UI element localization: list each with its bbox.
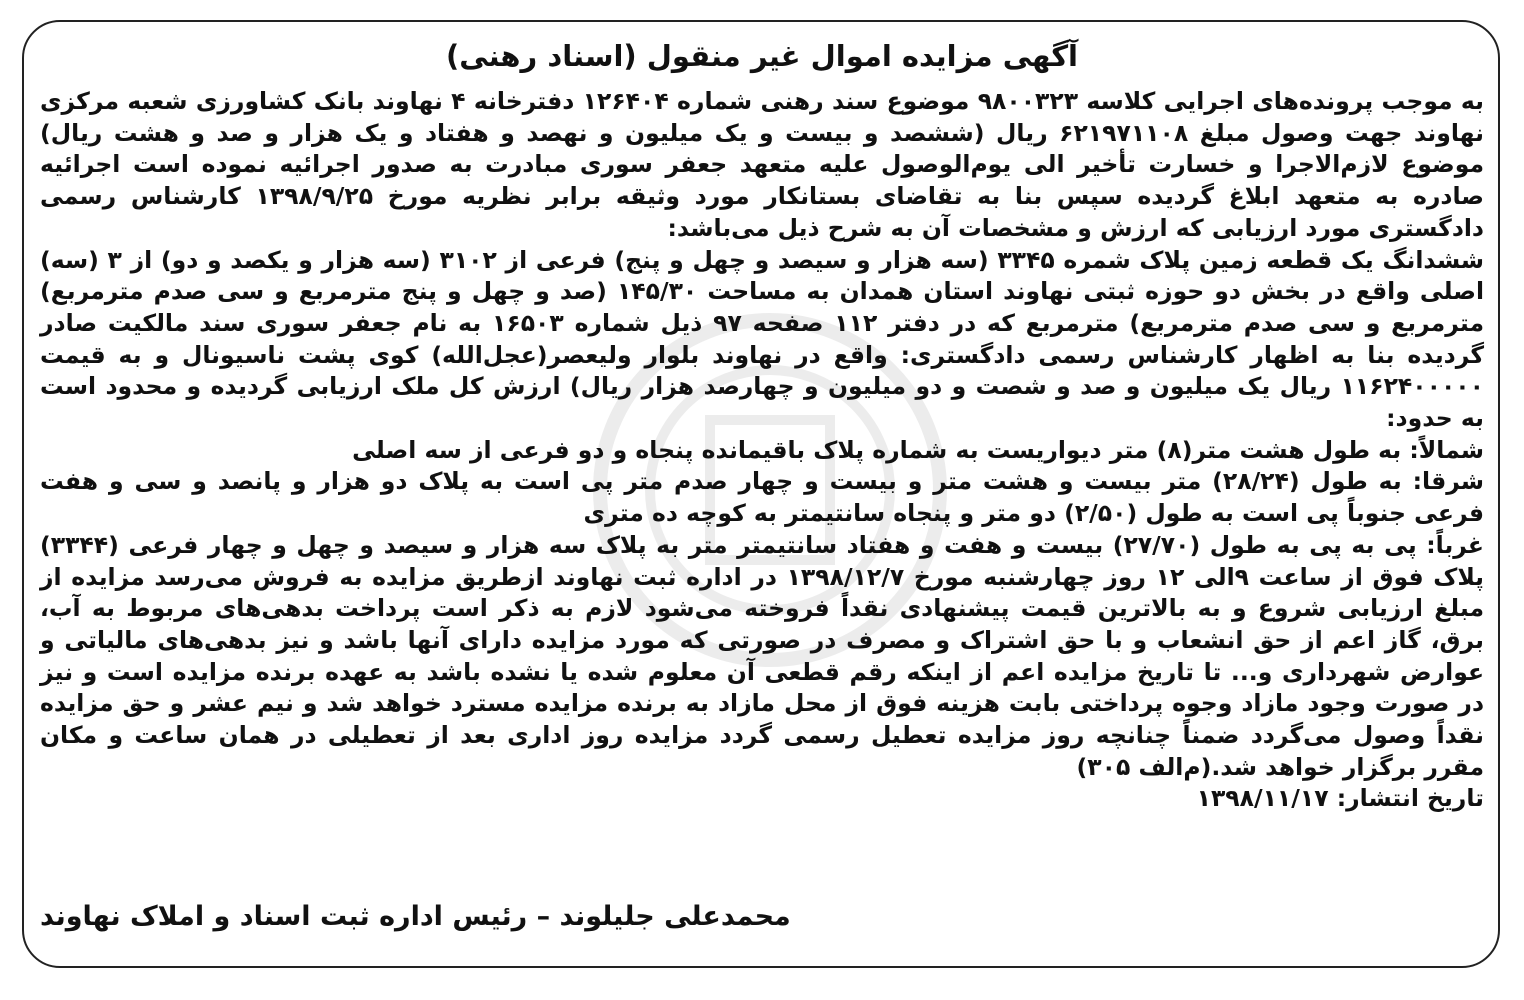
notice-body [40,86,1484,815]
boundary-west-terms: غرباً: پی به پی به طول (۲۷/۷۰) بیست و هفت و هفتاد سانتیمتر متر به پلاک سه هزار و سیصد و چهل و چهار فرعی (۳۳۴۴) پلاک فوق از ساعت ۹الی ۱۲ روز چهارشنبه مورخ ۱۳۹۸/۱۲/۷ در اداره ثبت نهاوند ازطریق مزایده به فروش می‌رسد مزایده از مبلغ ارزیابی شروع و به بالاترین قیمت پیشنهادی نقداً فروخته می‌شود لازم به ذکر است پرداخت بدهی‌های مربوط به آب، برق، گاز اعم از حق انشعاب و با حق اشتراک و مصرف در صورتی که مورد مزایده دارای آنها باشد و نیز بدهی‌های مالیاتی و عوارض شهرداری و... تا تاریخ مزایده اعم از اینکه رقم قطعی آن معلوم شده یا نشده باشد به عهده برنده مزایده است و نیز در صورت وجود مازاد وجوه پرداختی بابت هزینه فوق از محل مازاد به برنده مزایده مسترد خواهد شد و نیم عشر و حق مزایده نقداً وصول می‌گردد ضمناً چنانچه روز مزایده تعطیل رسمی گردد مزایده روز اداری بعد از تعطیلی در همان ساعت و مکان مقرر برگزار خواهد شد.(م‌الف ۳۰۵) [40,530,1484,781]
notice-title: آگهی مزایده اموال غیر منقول (اسناد رهنی) [446,39,1078,73]
intro-paragraph: به موجب پرونده‌های اجرایی کلاسه ۹۸۰۰۳۲۳ موضوع سند رهنی شماره ۱۲۶۴۰۴ دفترخانه ۴ نهاوند بانک کشاورزی شعبه مرکزی نهاوند جهت وصول مبلغ ۶۲۱۹۷۱۱۰۸ ریال (ششصد و بیست و یک میلیون و نهصد و هفتاد و یک هزار و صد و هشت ریال) موضوع لازم‌الاجرا و خسارت تأخیر الی یوم‌الوصول علیه متعهد جعفر سوری مبادرت به صدور اجرائیه نموده است اجرائیه صادره به متعهد ابلاغ گردیده سپس بنا به تقاضای بستانکار مورد وثیقه برابر نظریه مورخ ۱۳۹۸/۹/۲۵ کارشناس رسمی دادگستری مورد ارزیابی که ارزش و مشخصات آن به شرح ذیل می‌باشد: [40,87,1485,242]
publish-date-line [40,783,1484,815]
boundary-north: شمالاً: به طول هشت متر(۸) متر دیواریست به شماره پلاک باقیمانده پنجاه و دو فرعی از سه اصلی [352,435,1484,464]
publish-date-label: تاریخ انتشار: [1336,784,1484,813]
publish-date: ۱۳۹۸/۱۱/۱۷ [1196,784,1329,813]
boundary-east: شرقا: به طول (۲۸/۲۴) متر بیست و هشت متر و بیست و چهار صدم متر پی است به پلاک دو هزار و پانصد و سی و هفت فرعی جنوباً پی است به طول (۲/۵۰) دو متر و پنجاه سانتیمتر به کوچه ده متری [40,467,1484,528]
property-paragraph: ششدانگ یک قطعه زمین پلاک شمره ۳۳۴۵ (سه هزار و سیصد و چهل و پنج) فرعی از ۳۱۰۲ (سه هزار و یکصد و دو) از ۳ (سه) اصلی واقع در بخش دو حوزه ثبتی نهاوند استان همدان به مساحت ۱۴۵/۳۰ (صد و چهل و پنج مترمربع و سی صدم مترمربع) مترمربع و سی صدم مترمربع) مترمربع که در دفتر ۱۱۲ صفحه ۹۷ ذیل شماره ۱۶۵۰۳ به نام جعفر سوری سند مالکیت صادر گردیده بنا به اظهار کارشناس رسمی دادگستری: واقع در نهاوند بلوار ولیعصر(عجل‌الله) کوی پشت ناسیونال و به قیمت ۱۱۶۲۴۰۰۰۰۰ ریال یک میلیون و صد و شصت و دو میلیون و چهارصد هزار ریال) ارزش کل ملک ارزیابی گردیده و محدود است به حدود: [40,245,1484,433]
signature: محمدعلی جلیلوند – رئیس اداره ثبت اسناد و املاک نهاوند [40,901,791,932]
